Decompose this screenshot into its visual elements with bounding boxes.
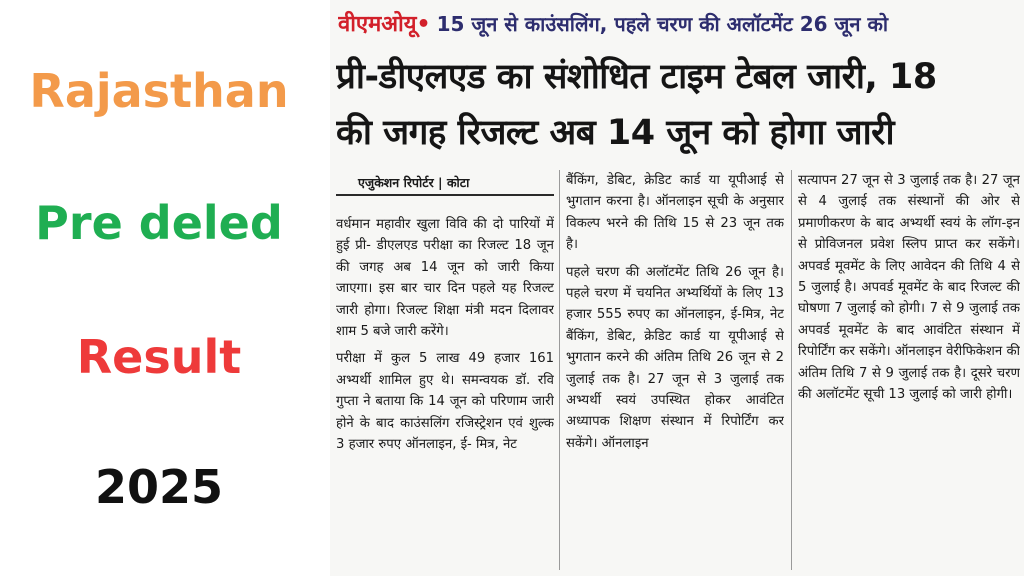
article-column-2 [566,170,784,576]
promo-title-year: 2025 [94,460,224,514]
kicker-line [338,8,1018,40]
column-2-paragraph-2: पहले चरण की अलॉटमेंट तिथि 26 जून है। पहले चरण में चयनित अभ्यर्थियों के लिए 13 हजार 555 रुपए का ऑनलाइन, ई-मित्र, नेट बैंकिंग, डेबिट, क्रेडिट कार्ड या यूपीआई से भुगतान करने की अंतिम तिथि 26 जून से 2 जुलाई तक है। 27 जून से 3 जुलाई तक अभ्यर्थी स्वयं उपस्थित होकर आवंटित अध्यापक शिक्षण संस्थान में रिपोर्टिंग कर सकेंगे। ऑनलाइन [566,264,784,451]
byline-divider [336,194,554,196]
article-column-3 [798,170,1020,576]
article-column-1 [336,214,554,576]
column-3-paragraph-1: सत्यापन 27 जून से 3 जुलाई तक है। 27 जून से 4 जुलाई तक संस्थानों की ओर से प्रमाणीकरण के बाद अभ्यर्थी स्वयं के लॉग-इन से प्रोविजनल प्रवेश स्लिप प्राप्त कर सकेंगे। अपवर्ड मूवमेंट के लिए आवेदन की तिथि 4 से 5 जुलाई है। अपवर्ड मूवमेंट के बाद रिजल्ट की घोषणा 7 जुलाई को होगी। 7 से 9 जुलाई तक अपवर्ड मूवमेंट के बाद आवंटित संस्थान में रिपोर्टिंग कर सकेंगे। ऑनलाइन वेरीफिकेशन की अंतिम तिथि 7 से 9 जुलाई तक है। दूसरे चरण की अलॉटमेंट सूची 13 जुलाई को जारी होगी। [798,173,1020,403]
headline-line-1: प्री-डीएलएड का संशोधित टाइम टेबल जारी, 18 [336,57,937,97]
promo-title-result: Result [76,330,242,384]
column-2-paragraph-1: बैंकिंग, डेबिट, क्रेडिट कार्ड या यूपीआई से भुगतान करना है। ऑनलाइन सूची के अनुसार विकल्प भरने की तिथि 15 से 23 जून तक है। [566,173,784,253]
promo-title-course: Pre deled [35,196,283,250]
promo-title-state: Rajasthan [29,64,289,118]
kicker-brand: वीएमओयू• [338,12,431,37]
newspaper-clipping [330,0,1024,576]
promo-panel [0,0,318,576]
column-1-paragraph-1: वर्धमान महावीर खुला विवि की दो पारियों में हुई प्री- डीएलएड परीक्षा का रिजल्ट 18 जून की जगह अब 14 जून को जारी किया जाएगा। इस बार चार दिन पहले यह रिजल्ट जारी होगा। रिजल्ट शिक्षा मंत्री मदन दिलावर शाम 5 बजे जारी करेंगे। [336,217,554,340]
column-divider-2 [791,170,792,570]
column-divider-1 [559,170,560,570]
byline: एजुकेशन रिपोर्टर | कोटा [358,175,470,190]
kicker-text: 15 जून से काउंसलिंग, पहले चरण की अलॉटमेंट 26 जून को [436,12,889,36]
column-1-paragraph-2: परीक्षा में कुल 5 लाख 49 हजार 161 अभ्यर्थी शामिल हुए थे। समन्वयक डॉ. रवि गुप्ता ने बताया कि 14 जून को परिणाम जारी होने के बाद काउंसलिंग रजिस्ट्रेशन एवं शुल्क 3 हजार रुपए ऑनलाइन, ई- मित्र, नेट [336,351,554,453]
headline-line-2: की जगह रिजल्ट अब 14 जून को होगा जारी [336,113,895,153]
